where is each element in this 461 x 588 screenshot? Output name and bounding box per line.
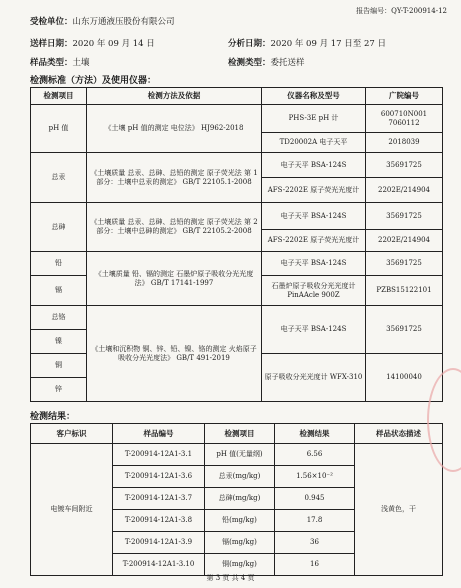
results-title: 检测结果： [30,412,76,422]
instrument-as-1: 电子天平 BSA-124S [262,203,366,230]
sample-type-field [30,56,90,68]
instrument-hg-1: 电子天平 BSA-124S [262,153,366,178]
item-pb: 铅 [31,252,87,276]
results-state: 浅黄色，干 [355,444,443,576]
results-header-result: 检测结果 [275,424,355,444]
table-row [31,444,443,466]
number-pbcd-1: 35691725 [366,252,443,276]
number-hg-1: 35691725 [366,153,443,178]
instrument-pbcd-2: 石墨炉原子吸收分光光度计 PinAAcle 900Z [262,276,366,306]
instrument-as-2: AFS-2202E 原子荧光光度计 [262,230,366,252]
item-cr: 总铬 [31,306,87,330]
sample-no: T-200914-12A1-3.1 [113,444,205,466]
header-method: 检测方法及依据 [87,88,262,105]
test-item: 镉(mg/kg) [205,532,275,554]
number-metals-1: 35691725 [366,306,443,354]
page-number: 第 3 页 共 4 页 [206,574,255,582]
sent-date-field [30,37,155,49]
results-header-state: 样品状态描述 [355,424,443,444]
test-result: 16 [275,554,355,576]
number-ph-2: 2018039 [366,133,443,153]
test-result: 17.8 [275,510,355,532]
item-hg: 总汞 [31,153,87,203]
sent-date-label: 送样日期： [30,39,73,49]
standards-table [30,87,443,402]
test-item: 铅(mg/kg) [205,510,275,532]
sample-no: T-200914-12A1-3.6 [113,466,205,488]
number-pbcd-2: PZBS15122101 [366,276,443,306]
header-instrument: 仪器名称及型号 [262,88,366,105]
sample-no: T-200914-12A1-3.8 [113,510,205,532]
test-item: 总汞(mg/kg) [205,466,275,488]
test-item: 铜(mg/kg) [205,554,275,576]
test-result: 36 [275,532,355,554]
test-item: 总砷(mg/kg) [205,488,275,510]
test-type-label: 检测类型： [228,58,271,68]
sample-type-label: 样品类型： [30,58,73,68]
analysis-date-field [228,37,386,49]
results-client: 电镀车间附近 [31,444,113,576]
report-number: 报告编号：QY-T-200914-12 [356,7,447,15]
results-header-sample-no: 样品编号 [113,424,205,444]
client-field [30,15,175,27]
sample-type-value: 土壤 [72,58,90,68]
instrument-metals-1: 电子天平 BSA-124S [262,306,366,354]
item-cu: 铜 [31,354,87,378]
instrument-ph-2: TD20002A 电子天平 [262,133,366,153]
standards-title: 检测标准（方法）及使用仪器： [30,76,157,86]
test-result: 0.945 [275,488,355,510]
instrument-ph-1: PHS-3E pH 计 [262,105,366,133]
test-type-field [228,56,305,68]
method-pb-cd: 《土壤质量 铅、镉的测定 石墨炉原子吸收分光光度法》 GB/T 17141-1997 [87,252,262,306]
item-cd: 镉 [31,276,87,306]
item-zn: 锌 [31,378,87,402]
test-result: 6.56 [275,444,355,466]
instrument-hg-2: AFS-2202E 原子荧光光度计 [262,178,366,203]
analysis-date-value: 2020 年 09 月 17 日至 27 日 [270,39,387,49]
number-ph-1: 600710N001 7060112 [366,105,443,133]
results-header-client: 客户标识 [31,424,113,444]
results-header-item: 检测项目 [205,424,275,444]
header-item: 检测项目 [31,88,87,105]
method-ph: 《土壤 pH 值的测定 电位法》 HJ962-2018 [87,105,262,153]
sample-no: T-200914-12A1-3.7 [113,488,205,510]
method-hg: 《土壤质量 总汞、总砷、总铅的测定 原子荧光法 第 1 部分：土壤中总汞的测定》 GB/T 22105.1-2008 [87,153,262,203]
results-table [30,423,443,576]
number-as-2: 2202E/214904 [366,230,443,252]
sample-no: T-200914-12A1-3.9 [113,532,205,554]
test-item: pH 值(无量纲) [205,444,275,466]
client-label: 受检单位： [30,17,73,27]
method-metals: 《土壤和沉积物 铜、锌、铅、镍、铬的测定 火焰原子吸收分光光度法》 GB/T 491-2019 [87,306,262,402]
sample-no: T-200914-12A1-3.10 [113,554,205,576]
analysis-date-label: 分析日期： [228,39,271,49]
item-ph: pH 值 [31,105,87,153]
item-ni: 镍 [31,330,87,354]
number-as-1: 35691725 [366,203,443,230]
instrument-metals-2: 原子吸收分光光度计 WFX-310 [262,354,366,402]
item-as: 总砷 [31,203,87,252]
test-type-value: 委托送样 [270,58,305,68]
test-result: 1.56×10⁻² [275,466,355,488]
header-number: 广院编号 [366,88,443,105]
sent-date-value: 2020 年 09 月 14 日 [72,39,155,49]
number-metals-2: 14100040 [366,354,443,402]
instrument-pbcd-1: 电子天平 BSA-124S [262,252,366,276]
number-hg-2: 2202E/214904 [366,178,443,203]
client-value: 山东万通液压股份有限公司 [72,17,175,27]
method-as: 《土壤质量 总汞、总砷、总铅的测定 原子荧光法 第 2 部分：土壤中总砷的测定》 GB/T 22105.2-2008 [87,203,262,252]
